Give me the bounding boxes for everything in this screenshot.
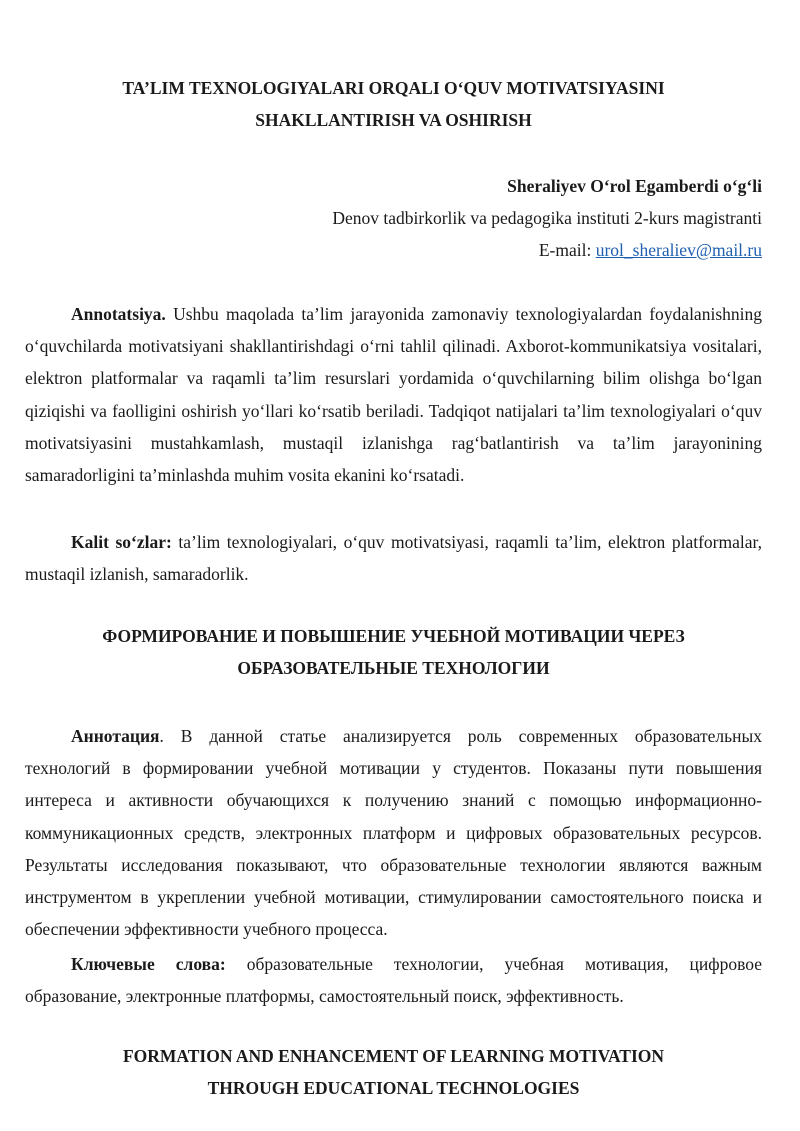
uz-keywords-text: ta’lim texnologiyalari, o‘quv motivatsiyasi, raqamli ta’lim, elektron platformalar, mustaqil izlanish, samaradorlik. <box>25 532 763 585</box>
uz-title-line-1: TA’LIM TEXNOLOGIYALARI ORQALI O‘QUV MOTIVATSIYASINI <box>122 78 665 98</box>
ru-keywords-label: Ключевые слова: <box>71 954 226 974</box>
ru-title <box>25 620 762 684</box>
uz-title-line-2: SHAKLLANTIRISH VA OSHIRISH <box>255 110 532 130</box>
en-title-line-1: FORMATION AND ENHANCEMENT OF LEARNING MOTIVATION <box>122 1046 665 1066</box>
uz-keywords <box>25 526 762 590</box>
uz-title <box>25 72 762 136</box>
ru-title-line-1: ФОРМИРОВАНИЕ И ПОВЫШЕНИЕ УЧЕБНОЙ МОТИВАЦИИ ЧЕРЕЗ <box>102 626 685 646</box>
en-title <box>25 1040 762 1104</box>
author-affiliation: Denov tadbirkorlik va pedagogika instituti 2-kurs magistranti <box>332 208 762 228</box>
uz-abstract <box>25 298 762 491</box>
uz-abstract-label: Annotatsiya. <box>71 304 166 324</box>
ru-abstract <box>25 720 762 945</box>
author-email-line <box>25 234 762 266</box>
email-link[interactable]: urol_sheraliev@mail.ru <box>595 240 762 260</box>
author-name: Sheraliyev O‘rol Egamberdi o‘g‘li <box>507 176 762 196</box>
ru-keywords <box>25 948 762 1012</box>
email-label: E-mail: <box>538 240 596 260</box>
ru-abstract-text: . В данной статье анализируется роль современных образовательных технологий в формировании учебной мотивации у студентов. Показаны пути повышения интереса и активности обучающихся к получению знаний с помощью информационно-коммуникационных средств, электронных платформ и цифровых образовательных ресурсов. Результаты исследования показывают, что образовательные технологии являются важным инструментом в укреплении учебной мотивации, стимулировании самостоятельного поиска и обеспечении эффективности учебного процесса. <box>25 726 762 940</box>
uz-keywords-label: Kalit so‘zlar: <box>71 532 172 552</box>
ru-keywords-text: образовательные технологии, учебная мотивация, цифровое образование, электронные платформы, самостоятельный поиск, эффективность. <box>25 954 762 1007</box>
author-block <box>25 170 762 266</box>
ru-abstract-label: Аннотация <box>71 726 160 746</box>
ru-title-line-2: ОБРАЗОВАТЕЛЬНЫЕ ТЕХНОЛОГИИ <box>237 658 550 678</box>
en-title-line-2: THROUGH EDUCATIONAL TECHNOLOGIES <box>207 1078 580 1098</box>
uz-abstract-text: Ushbu maqolada ta’lim jarayonida zamonaviy texnologiyalardan foydalanishning o‘quvchilarda motivatsiyani shakllantirishdagi o‘rni tahlil qilinadi. Axborot-kommunikatsiya vositalari, elektron platformalar va raqamli ta’lim resurslari yordamida o‘quvchilarning bilim olishga bo‘lgan qiziqishi va faolligini oshirish yo‘llari ko‘rsatib beriladi. Tadqiqot natijalari ta’lim texnologiyalari o‘quv motivatsiyasini mustahkamlash, mustaqil izlanishga rag‘batlantirish va ta’lim jarayonining samaradorligini ta’minlashda muhim vosita ekanini ko‘rsatadi. <box>25 304 762 486</box>
